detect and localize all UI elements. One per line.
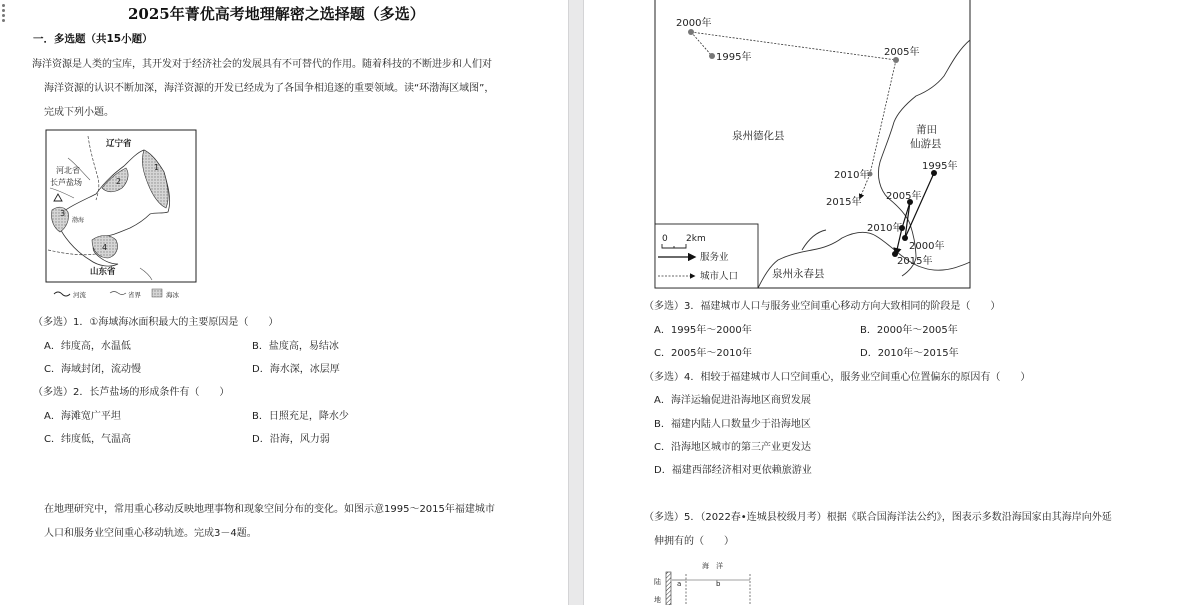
question-3-option-c[interactable]: C．2005年～2010年 [654, 348, 752, 359]
legend-population: 城市人口 [700, 271, 739, 282]
page-gutter [568, 0, 584, 605]
question-5-stem-line-2: 伸拥有的（ ） [654, 536, 734, 547]
question-2-stem: （多选）2．长芦盐场的形成条件有（ ） [33, 387, 230, 398]
fig3-land-bottom: 地 [654, 596, 661, 604]
fig3-a: a [677, 580, 682, 588]
legend-ice: 海冰 [166, 291, 179, 299]
question-3-option-b[interactable]: B．2000年～2005年 [860, 325, 958, 336]
label-shandong: 山东省 [90, 267, 116, 277]
question-2-option-c[interactable]: C．纬度低，气温高 [44, 434, 131, 445]
intro2-line-2: 人口和服务业空间重心移动轨迹。完成3－4题。 [44, 528, 257, 539]
question-2-option-b[interactable]: B．日照充足，降水少 [252, 411, 349, 422]
maritime-zone-figure [652, 558, 776, 605]
label-pop-1995: 1995年 [716, 52, 752, 63]
label-num-4: 4 [102, 243, 108, 252]
label-pop-2000: 2000年 [676, 18, 712, 29]
document-title: 2025年菁优高考地理解密之选择题（多选） [128, 5, 425, 23]
question-3-option-d[interactable]: D．2010年～2015年 [860, 348, 959, 359]
intro-line-3: 完成下列小题。 [44, 107, 114, 118]
fig3-b: b [716, 580, 721, 588]
label-num-1: 1 [154, 163, 160, 172]
question-4-option-c[interactable]: C．沿海地区城市的第三产业更发达 [654, 442, 811, 453]
fujian-gravity-center-map [654, 0, 972, 290]
pop-point-1995 [709, 53, 715, 59]
label-svc-2015: 2015年 [897, 256, 933, 267]
label-pop-2010: 2010年 [834, 170, 870, 181]
question-1-option-c[interactable]: C．海域封闭，流动慢 [44, 364, 141, 375]
intro2-line-1: 在地理研究中，常用重心移动反映地理事物和现象空间分布的变化。如图示意1995～2015年福建城市 [44, 504, 495, 515]
question-2-option-a[interactable]: A．海滩宽广平坦 [44, 411, 121, 422]
legend-border-icon [110, 292, 126, 295]
document-page-left [0, 0, 568, 605]
label-svc-2005: 2005年 [886, 191, 922, 202]
section-heading: 一．多选题（共15小题） [33, 33, 153, 45]
legend-river: 河流 [73, 291, 86, 299]
question-1-option-a[interactable]: A．纬度高，水温低 [44, 341, 131, 352]
legend-river-icon [54, 292, 70, 296]
label-putian: 莆田 [916, 124, 937, 136]
label-pop-2005: 2005年 [884, 47, 920, 58]
label-num-3: 3 [60, 209, 66, 218]
intro-line-2: 海洋资源的认识不断加深，海洋资源的开发已经成为了各国争相追逐的重要领域。读“环渤海区域图”， [44, 83, 495, 94]
intro-line-1: 海洋资源是人类的宝库，其开发对于经济社会的发展具有不可替代的作用。随着科技的不断进步和人们对 [32, 59, 492, 70]
bohai-region-map [40, 128, 200, 306]
label-svc-1995: 1995年 [922, 161, 958, 172]
question-1-stem: （多选）1．①海域海冰面积最大的主要原因是（ ） [33, 317, 279, 328]
question-3-option-a[interactable]: A．1995年～2000年 [654, 325, 752, 336]
svc-point-2000 [902, 235, 908, 241]
scale-zero: 0 [662, 234, 668, 244]
label-bohai: 渤海 [72, 217, 85, 224]
fig3-ocean: 海 洋 [702, 562, 723, 570]
legend-border: 省界 [128, 291, 141, 299]
question-1-option-b[interactable]: B．盐度高，易结冰 [252, 341, 339, 352]
question-4-option-a[interactable]: A．海洋运输促进沿海地区商贸发展 [654, 395, 811, 406]
label-svc-2010: 2010年 [867, 223, 903, 234]
document-page-right [584, 0, 1177, 605]
legend-service: 服务业 [700, 252, 729, 263]
label-svc-2000: 2000年 [909, 241, 945, 252]
label-hebei: 河北省 [56, 166, 80, 175]
question-4-option-b[interactable]: B．福建内陆人口数量少于沿海地区 [654, 419, 811, 430]
label-changlu: 长芦盐场 [50, 178, 82, 187]
legend-ice-icon [152, 289, 162, 297]
question-3-stem: （多选）3．福建城市人口与服务业空间重心移动方向大致相同的阶段是（ ） [644, 301, 1001, 312]
label-liaoning: 辽宁省 [106, 139, 132, 149]
question-2-option-d[interactable]: D．沿海，风力弱 [252, 434, 330, 445]
scale-2km: 2km [686, 234, 706, 244]
pop-point-2000 [688, 29, 694, 35]
label-pop-2015: 2015年 [826, 197, 862, 208]
label-num-2: 2 [116, 177, 122, 186]
coast-hatch-icon [666, 572, 671, 605]
question-5-stem-line-1: （多选）5．（2022春•连城县校级月考）根据《联合国海洋法公约》，图表示多数沿海国家由其海岸向外延 [644, 512, 1112, 523]
drag-handle-icon[interactable] [2, 4, 5, 24]
fig3-land-top: 陆 [654, 578, 661, 586]
question-4-stem: （多选）4．相较于福建城市人口空间重心，服务业空间重心位置偏东的原因有（ ） [644, 372, 1031, 383]
label-dehua: 泉州德化县 [732, 130, 785, 142]
label-xianyou: 仙游县 [910, 138, 942, 150]
question-4-option-d[interactable]: D．福建西部经济相对更依赖旅游业 [654, 465, 812, 476]
label-yongchun: 泉州永春县 [772, 268, 825, 280]
question-1-option-d[interactable]: D．海水深，冰层厚 [252, 364, 340, 375]
